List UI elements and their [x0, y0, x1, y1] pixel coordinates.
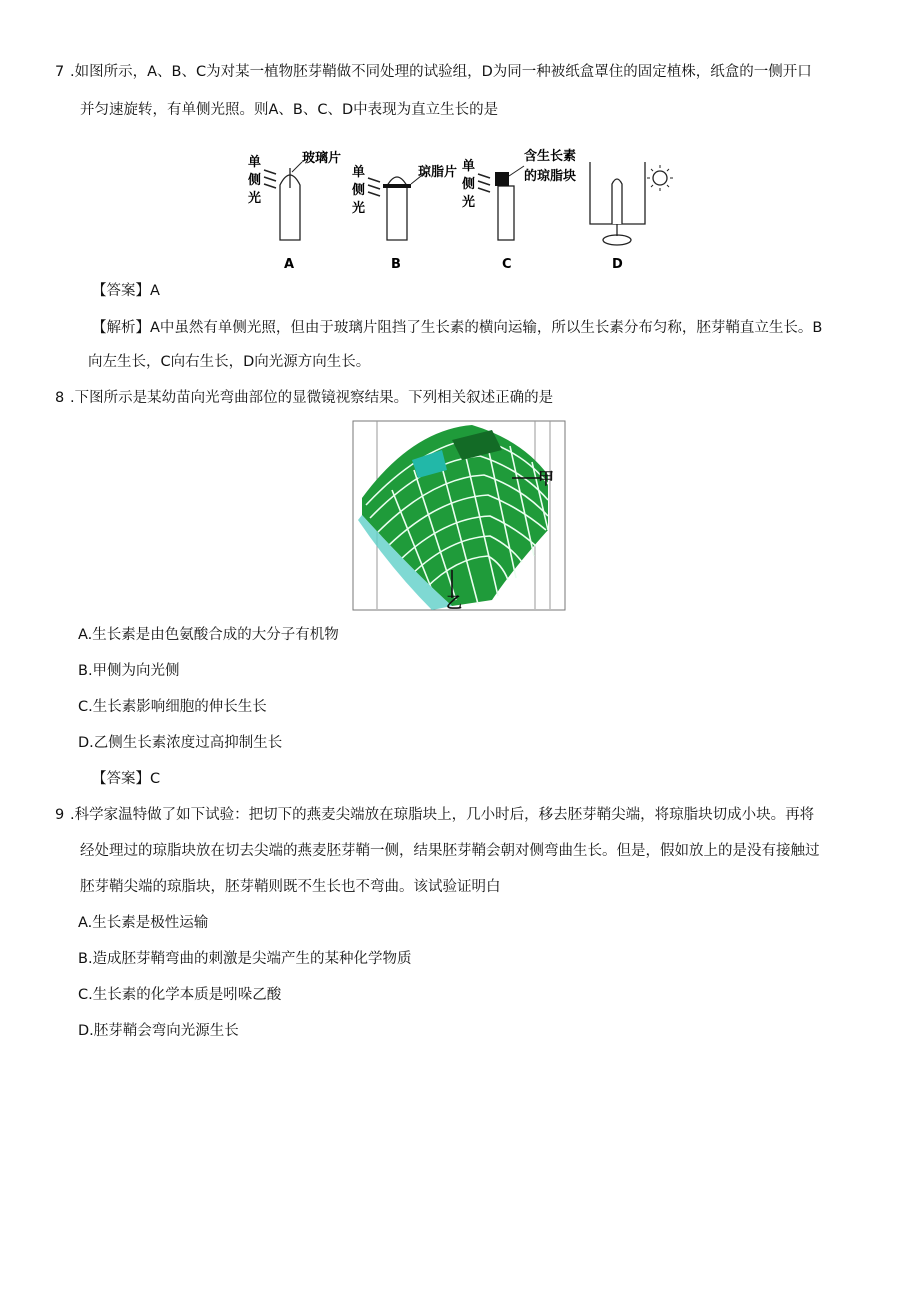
q9-number: 9 — [55, 807, 65, 823]
rotation-arrow-icon — [603, 235, 631, 245]
q7-group-d — [590, 162, 673, 272]
q9-option-c: C.生长素的化学本质是吲哚乙酸 — [78, 987, 282, 1003]
q7-stem-line1: .如图所示，A、B、C为对某一植物胚芽鞘做不同处理的试验组，D为同一种被纸盒罩住的固定植株，纸盒的一侧开口 — [70, 64, 812, 80]
q8-option-b: B.甲侧为向光侧 — [78, 663, 180, 679]
q9-stem-line3: 胚芽鞘尖端的琼脂块，胚芽鞘则既不生长也不弯曲。该试验证明白 — [80, 879, 501, 895]
svg-text:单: 单 — [352, 165, 366, 180]
q8-option-d: D.乙侧生长素浓度过高抑制生长 — [78, 735, 283, 751]
q7-letter-a: A — [284, 257, 295, 272]
q7-label-glass: 玻璃片 — [302, 151, 342, 166]
q7-group-c — [461, 148, 576, 272]
q7-label-auxin-1: 含生长素 — [524, 149, 577, 164]
q9-stem-line1: .科学家温特做了如下试验：把切下的燕麦尖端放在琼脂块上，几小时后，移去胚芽鞘尖端，将琼脂块切成小块。再将 — [70, 807, 815, 823]
q7-letter-c: C — [502, 257, 512, 272]
q8-label-jia: 甲 — [538, 469, 555, 488]
q7-analysis-line1: 【解析】A中虽然有单侧光照，但由于玻璃片阻挡了生长素的横向运输，所以生长素分布匀称，胚芽鞘直立生长。B — [92, 320, 823, 336]
q8-option-a: A.生长素是由色氨酸合成的大分子有机物 — [78, 627, 339, 643]
q7-label-agar: 琼脂片 — [418, 165, 458, 180]
svg-text:光: 光 — [352, 201, 366, 216]
svg-text:侧: 侧 — [248, 173, 262, 188]
q7-stem-line2: 并匀速旋转，有单侧光照。则A、B、C、D中表现为直立生长的是 — [80, 102, 499, 118]
auxin-block-c — [495, 172, 509, 186]
q8-number: 8 — [55, 390, 65, 406]
q8-micrograph — [352, 420, 567, 612]
q9-option-b: B.造成胚芽鞘弯曲的刺激是尖端产生的某种化学物质 — [78, 951, 412, 967]
q7-letter-d: D — [612, 257, 623, 272]
svg-text:光: 光 — [462, 195, 476, 210]
q7-group-b — [351, 164, 457, 272]
coleoptile-d — [612, 179, 622, 224]
q9-option-d: D.胚芽鞘会弯向光源生长 — [78, 1023, 239, 1039]
coleoptile-c — [498, 186, 514, 240]
q7-number: 7 — [55, 64, 65, 80]
svg-text:侧: 侧 — [352, 183, 366, 198]
q7-group-a — [247, 150, 341, 272]
agar-plate-b — [383, 184, 411, 188]
q7-letter-b: B — [391, 257, 401, 272]
q7-answer: 【答案】A — [92, 283, 160, 299]
q7-label-auxin-2: 的琼脂块 — [524, 169, 577, 184]
q8-answer: 【答案】C — [92, 771, 161, 787]
q7-analysis-line2: 向左生长，C向右生长，D向光源方向生长。 — [88, 354, 371, 370]
svg-text:单: 单 — [462, 159, 476, 174]
q9-stem-line2: 经处理过的琼脂块放在切去尖端的燕麦胚芽鞘一侧，结果胚芽鞘会朝对侧弯曲生长。但是，假如放上的是没有接触过 — [80, 843, 820, 859]
q8-label-yi: 乙 — [446, 593, 463, 612]
svg-text:侧: 侧 — [462, 177, 476, 192]
q7-figure — [240, 140, 680, 275]
q8-option-c: C.生长素影响细胞的伸长生长 — [78, 699, 267, 715]
q9-option-a: A.生长素是极性运输 — [78, 915, 209, 931]
svg-text:光: 光 — [248, 191, 262, 206]
q8-stem: .下图所示是某幼苗向光弯曲部位的显微镜视察结果。下列相关叙述正确的是 — [70, 390, 554, 406]
sun-icon — [647, 165, 673, 191]
q7-light-label-a: 单 — [248, 155, 262, 170]
